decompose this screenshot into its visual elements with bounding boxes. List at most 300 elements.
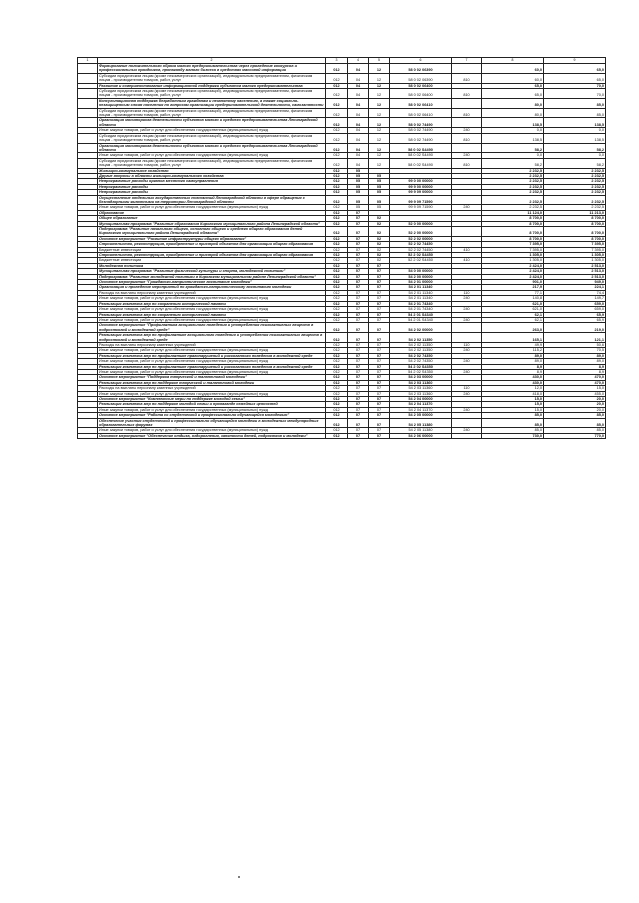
row-name: Формирование положительного образа малого предпринимательства через проведение конкурсов и профессиональных праздников, пропаганду малого бизнеса в средствах массовой информации (98, 64, 326, 74)
row-section: 07 (348, 290, 369, 295)
row-grbs: 012 (326, 64, 348, 74)
row-grbs: 012 (326, 253, 348, 258)
row-subsection: 07 (369, 391, 390, 396)
row-section: 07 (348, 397, 369, 402)
row-grbs: 012 (326, 269, 348, 274)
row-expense-type: 240 (452, 348, 482, 353)
row-subsection: 07 (369, 348, 390, 353)
row-grbs: 012 (326, 179, 348, 184)
row-section: 05 (348, 205, 369, 210)
row-sum-year-1: 80,0 (482, 108, 544, 118)
row-grbs: 012 (326, 333, 348, 343)
row-name: Подпрограмма "Развитие начального общего, основного общего и среднего общего образования детей Кировского муниципального района Ленинградской области" (98, 227, 326, 237)
row-grbs: 012 (326, 280, 348, 285)
row-section: 07 (348, 375, 369, 380)
row-section: 07 (348, 380, 369, 385)
row-grbs: 012 (326, 173, 348, 178)
row-sum-year-2: 2 513,0 (544, 274, 606, 279)
row-grbs: 012 (326, 418, 348, 428)
row-target-article: 58 0 02 S4490 (390, 158, 452, 168)
row-sum-year-2: 85,0 (544, 413, 606, 418)
row-target-article: 54 2 02 11350 (390, 333, 452, 343)
row-sum-year-1: 165,1 (482, 333, 544, 343)
row-spacer-cell (78, 158, 98, 168)
row-subsection: 07 (369, 307, 390, 312)
row-name: Непрограммные расходы (98, 190, 326, 195)
row-sum-year-1: 430,0 (482, 375, 544, 380)
row-grbs: 012 (326, 143, 348, 153)
row-sum-year-2: 85,0 (544, 108, 606, 118)
row-section: 05 (348, 184, 369, 189)
row-sum-year-2: 224,1 (544, 285, 606, 290)
row-sum-year-1: 7 395,0 (482, 242, 544, 247)
row-grbs: 012 (326, 190, 348, 195)
row-name: Муниципальная программа "Развитие образования Кировского муниципального района Ленинградской области" (98, 221, 326, 226)
row-section: 07 (348, 413, 369, 418)
row-section: 07 (348, 386, 369, 391)
table-row (78, 108, 606, 118)
row-subsection: 07 (369, 312, 390, 317)
row-section: 07 (348, 274, 369, 279)
row-expense-type (452, 118, 482, 128)
row-sum-year-2: 2 232,5 (544, 173, 606, 178)
row-sum-year-1: 85,0 (482, 413, 544, 418)
row-subsection: 05 (369, 190, 390, 195)
table-row (78, 98, 606, 108)
row-name: Реализация комплекса мер по профилактике асоциального поведения и употребления психоактивных веществ в подростковой и молодежной среде (98, 333, 326, 343)
row-sum-year-1: 65,0 (482, 89, 544, 99)
row-name: Субсидии юридическим лицам (кроме некоммерческих организаций), индивидуальным предпринимателям, физическим лицам - производителям товаров, работ, услуг (98, 73, 326, 83)
column-number: 4 (348, 58, 369, 64)
row-target-article: 54 2 02 S4350 (390, 364, 452, 369)
row-target-article: 99 0 00 00000 (390, 179, 452, 184)
row-sum-year-2: 15,0 (544, 386, 606, 391)
row-sum-year-2: 1 305,0 (544, 258, 606, 263)
row-name: Иные закупки товаров, работ и услуг для обеспечения государственных (муниципальных) нужд (98, 348, 326, 353)
row-sum-year-1: 730,0 (482, 433, 544, 438)
row-expense-type: 110 (452, 290, 482, 295)
row-subsection: 12 (369, 153, 390, 158)
row-section: 04 (348, 89, 369, 99)
row-grbs: 012 (326, 258, 348, 263)
row-subsection: 07 (369, 402, 390, 407)
row-grbs: 012 (326, 413, 348, 418)
row-subsection: 12 (369, 128, 390, 133)
row-grbs: 012 (326, 359, 348, 364)
table-row (78, 333, 606, 343)
row-sum-year-1: 89,0 (482, 359, 544, 364)
row-expense-type: 240 (452, 369, 482, 374)
budget-table (77, 57, 606, 439)
row-grbs: 012 (326, 428, 348, 433)
row-sum-year-2: 149,7 (544, 296, 606, 301)
row-sum-year-1: 8,9 (482, 369, 544, 374)
row-section: 04 (348, 64, 369, 74)
row-sum-year-2: 2 232,5 (544, 184, 606, 189)
row-sum-year-2: 455,0 (544, 391, 606, 396)
row-name: Основное мероприятие "Поддержка творческой и талантливой молодежи" (98, 375, 326, 380)
row-section: 07 (348, 402, 369, 407)
row-section: 04 (348, 118, 369, 128)
row-sum-year-1: 15,0 (482, 407, 544, 412)
row-subsection: 07 (369, 407, 390, 412)
row-sum-year-2: 470,0 (544, 380, 606, 385)
row-sum-year-2: 11 213,0 (544, 210, 606, 215)
row-section: 04 (348, 143, 369, 153)
row-target-article: 58 0 02 06400 (390, 83, 452, 88)
row-expense-type (452, 143, 482, 153)
row-sum-year-1: 60,0 (482, 73, 544, 83)
table-row (78, 418, 606, 428)
row-section: 07 (348, 210, 369, 215)
row-section: 07 (348, 312, 369, 317)
row-subsection: 07 (369, 323, 390, 333)
row-expense-type (452, 418, 482, 428)
row-name: Иные закупки товаров, работ и услуг для обеспечения государственных (муниципальных) нужд (98, 317, 326, 322)
table-row (78, 227, 606, 237)
row-sum-year-2: 20,0 (544, 407, 606, 412)
row-grbs: 012 (326, 433, 348, 438)
row-grbs: 012 (326, 317, 348, 322)
row-subsection: 07 (369, 280, 390, 285)
row-grbs: 012 (326, 375, 348, 380)
row-subsection: 07 (369, 397, 390, 402)
row-target-article: 58 0 02 06400 (390, 89, 452, 99)
row-subsection: 05 (369, 179, 390, 184)
row-target-article: 58 0 02 06410 (390, 108, 452, 118)
row-sum-year-1: 0,0 (482, 128, 544, 133)
row-section: 04 (348, 158, 369, 168)
row-subsection: 07 (369, 359, 390, 364)
row-expense-type: 410 (452, 258, 482, 263)
row-grbs: 012 (326, 216, 348, 221)
row-subsection: 02 (369, 253, 390, 258)
row-sum-year-2: 770,0 (544, 433, 606, 438)
row-subsection: 07 (369, 274, 390, 279)
row-subsection: 12 (369, 133, 390, 143)
row-sum-year-1: 263,0 (482, 323, 544, 333)
row-target-article: 54 2 01 00000 (390, 280, 452, 285)
row-subsection: 07 (369, 433, 390, 438)
row-subsection: 07 (369, 418, 390, 428)
row-subsection: 07 (369, 413, 390, 418)
row-name: Реализация комплекса мер по профилактике правонарушений и рискованного поведения в молодежной среде (98, 353, 326, 358)
row-section: 07 (348, 353, 369, 358)
row-section: 07 (348, 407, 369, 412)
row-sum-year-1: 2 232,5 (482, 168, 544, 173)
table-row (78, 64, 606, 74)
table-row (78, 323, 606, 333)
row-target-article: 58 0 02 74490 (390, 128, 452, 133)
row-sum-year-1: 2 232,5 (482, 184, 544, 189)
row-section: 04 (348, 153, 369, 158)
row-section: 07 (348, 359, 369, 364)
row-sum-year-2: 659,0 (544, 307, 606, 312)
row-expense-type: 110 (452, 342, 482, 347)
row-grbs: 012 (326, 184, 348, 189)
row-grbs: 012 (326, 263, 348, 268)
row-expense-type (452, 433, 482, 438)
row-subsection: 02 (369, 247, 390, 252)
row-sum-year-1: 430,0 (482, 380, 544, 385)
row-spacer-cell (78, 323, 98, 333)
row-expense-type: 240 (452, 296, 482, 301)
row-target-article: 54 2 01 11340 (390, 285, 452, 290)
row-expense-type: 240 (452, 407, 482, 412)
row-section: 07 (348, 391, 369, 396)
row-sum-year-2: 8 700,0 (544, 216, 606, 221)
row-grbs: 012 (326, 290, 348, 295)
row-section: 07 (348, 364, 369, 369)
row-section: 07 (348, 333, 369, 343)
row-expense-type: 810 (452, 89, 482, 99)
row-grbs: 012 (326, 83, 348, 88)
row-name: Иные закупки товаров, работ и услуг для обеспечения государственных (муниципальных) нужд (98, 391, 326, 396)
row-section: 07 (348, 348, 369, 353)
row-subsection: 05 (369, 184, 390, 189)
row-sum-year-1: 621,0 (482, 307, 544, 312)
row-expense-type: 240 (452, 307, 482, 312)
row-name: Консультационная поддержка безработным гражданам и незанятому населению, а также социально-незащищенным слоям населения по вопросам организации предпринимательской деятельности, самозанятости (98, 98, 326, 108)
row-section: 04 (348, 133, 369, 143)
row-sum-year-2: 20,0 (544, 397, 606, 402)
row-name: Реализация комплекса мер по поддержке творческой и талантливой молодежи (98, 380, 326, 385)
row-grbs: 012 (326, 210, 348, 215)
row-section: 07 (348, 342, 369, 347)
row-subsection: 07 (369, 290, 390, 295)
row-subsection: 07 (369, 428, 390, 433)
row-target-article: 54 2 03 11360 (390, 386, 452, 391)
row-expense-type (452, 195, 482, 205)
row-sum-year-2: 8 700,0 (544, 236, 606, 241)
row-name: Обеспечение участия студенческой и профессионально обучающейся молодежи в молодежных международных образовательных форумах (98, 418, 326, 428)
row-expense-type (452, 64, 482, 74)
row-name: Расходы на выплаты персоналу казенных учреждений (98, 290, 326, 295)
row-target-article: 52 2 02 00000 (390, 236, 452, 241)
row-subsection: 12 (369, 73, 390, 83)
row-grbs: 012 (326, 242, 348, 247)
row-grbs: 012 (326, 118, 348, 128)
row-target-article: 58 0 02 06390 (390, 64, 452, 74)
row-subsection: 02 (369, 242, 390, 247)
row-expense-type: 240 (452, 391, 482, 396)
row-name: Субсидии юридическим лицам (кроме некоммерческих организаций), индивидуальным предпринимателям, физическим лицам - производителям товаров, работ, услуг (98, 89, 326, 99)
row-subsection: 07 (369, 317, 390, 322)
row-sum-year-2: 70,5 (544, 348, 606, 353)
row-sum-year-2: 8,9 (544, 369, 606, 374)
row-subsection: 07 (369, 269, 390, 274)
row-target-article: 52 2 02 S4450 (390, 258, 452, 263)
row-section: 07 (348, 418, 369, 428)
row-grbs: 012 (326, 274, 348, 279)
row-expense-type (452, 227, 482, 237)
row-grbs: 012 (326, 391, 348, 396)
row-target-article: 54 2 00 00000 (390, 274, 452, 279)
row-target-article: 52 2 02 74450 (390, 247, 452, 252)
row-grbs: 012 (326, 133, 348, 143)
row-subsection: 07 (369, 375, 390, 380)
row-name: Иные закупки товаров, работ и услуг для обеспечения государственных (муниципальных) нужд (98, 205, 326, 210)
row-spacer-cell (78, 64, 98, 74)
row-name: Иные закупки товаров, работ и услуг для обеспечения государственных (муниципальных) нужд (98, 428, 326, 433)
row-sum-year-1: 15,0 (482, 397, 544, 402)
row-grbs: 012 (326, 89, 348, 99)
row-subsection: 12 (369, 64, 390, 74)
row-grbs: 012 (326, 285, 348, 290)
row-spacer-cell (78, 89, 98, 99)
row-name: Строительство, реконструкция, приобретение и пристрой объектов для организации общего образования (98, 253, 326, 258)
row-target-article: 58 0 02 S4490 (390, 153, 452, 158)
row-name: Расходы на выплаты персоналу казенных учреждений (98, 342, 326, 347)
row-name: Иные закупки товаров, работ и услуг для обеспечения государственных (муниципальных) нужд (98, 369, 326, 374)
row-name: Реализация комплекса мер по поддержке молодой семьи и пропаганде семейных ценностей (98, 402, 326, 407)
row-spacer-cell (78, 108, 98, 118)
row-section: 07 (348, 307, 369, 312)
row-subsection: 07 (369, 342, 390, 347)
row-spacer-cell (78, 333, 98, 343)
row-sum-year-2: 74,4 (544, 290, 606, 295)
row-section: 07 (348, 263, 369, 268)
row-grbs: 012 (326, 323, 348, 333)
table-row (78, 195, 606, 205)
row-sum-year-1: 1 305,0 (482, 258, 544, 263)
row-name: Расходы на выплаты персоналу казенных учреждений (98, 386, 326, 391)
row-section: 07 (348, 253, 369, 258)
row-spacer-cell (78, 418, 98, 428)
row-target-article: 58 0 02 74490 (390, 133, 452, 143)
row-grbs: 012 (326, 247, 348, 252)
row-sum-year-1: 115,2 (482, 348, 544, 353)
row-sum-year-1: 89,0 (482, 353, 544, 358)
row-target-article: 54 2 03 11360 (390, 391, 452, 396)
row-sum-year-2: 70,0 (544, 83, 606, 88)
row-subsection: 07 (369, 380, 390, 385)
row-name: Иные закупки товаров, работ и услуг для обеспечения государственных (муниципальных) нужд (98, 153, 326, 158)
row-sum-year-2: 0,0 (544, 128, 606, 133)
row-sum-year-1: 2 232,5 (482, 195, 544, 205)
row-subsection: 07 (369, 333, 390, 343)
row-name: Непрограммные расходы (98, 184, 326, 189)
row-grbs: 012 (326, 407, 348, 412)
row-sum-year-2: 85,0 (544, 98, 606, 108)
row-target-article: 54 2 02 11350 (390, 342, 452, 347)
row-sum-year-1: 901,0 (482, 280, 544, 285)
row-subsection: 07 (369, 263, 390, 268)
row-grbs: 012 (326, 402, 348, 407)
row-sum-year-2: 65,0 (544, 64, 606, 74)
row-section: 04 (348, 73, 369, 83)
row-name: Другие вопросы в области жилищно-коммунального хозяйства (98, 173, 326, 178)
row-name: Подпрограмма "Развитие молодежной политики в Кировском муниципальном районе Ленинградской области" (98, 274, 326, 279)
row-grbs: 012 (326, 221, 348, 226)
row-section: 05 (348, 168, 369, 173)
row-target-article: 52 0 00 00000 (390, 221, 452, 226)
row-section: 07 (348, 301, 369, 306)
row-section: 05 (348, 190, 369, 195)
row-section: 07 (348, 221, 369, 226)
table-row (78, 133, 606, 143)
row-subsection: 12 (369, 158, 390, 168)
budget-table-body (78, 58, 606, 439)
row-target-article: 54 2 03 00000 (390, 375, 452, 380)
row-name: Основное мероприятие "Работа со студенческой и профессионально обучающейся молодежью" (98, 413, 326, 418)
row-section: 05 (348, 195, 369, 205)
row-sum-year-2: 138,5 (544, 118, 606, 128)
row-section: 07 (348, 247, 369, 252)
row-target-article: 54 2 06 00000 (390, 433, 452, 438)
row-name: Иные закупки товаров, работ и услуг для обеспечения государственных (муниципальных) нужд (98, 359, 326, 364)
row-name: Реализация комплекса мер по сохранению исторической памяти (98, 312, 326, 317)
row-target-article: 58 0 02 74490 (390, 118, 452, 128)
row-sum-year-2: 85,0 (544, 428, 606, 433)
column-number: 6 (390, 58, 452, 64)
row-sum-year-1: 2 232,5 (482, 173, 544, 178)
row-sum-year-1: 8,9 (482, 364, 544, 369)
row-name: Образование (98, 210, 326, 215)
row-subsection: 12 (369, 83, 390, 88)
row-grbs: 012 (326, 195, 348, 205)
row-section: 07 (348, 323, 369, 333)
row-expense-type: 240 (452, 359, 482, 364)
row-sum-year-1: 0,0 (482, 153, 544, 158)
row-target-article: 58 0 02 06390 (390, 73, 452, 83)
row-sum-year-2: 70,0 (544, 89, 606, 99)
row-sum-year-1: 138,5 (482, 118, 544, 128)
row-subsection: 02 (369, 227, 390, 237)
row-subsection: 02 (369, 216, 390, 221)
column-number: 2 (98, 58, 326, 64)
row-grbs: 012 (326, 296, 348, 301)
row-sum-year-1: 62,1 (482, 312, 544, 317)
row-grbs: 012 (326, 236, 348, 241)
row-section: 07 (348, 317, 369, 322)
row-grbs: 012 (326, 348, 348, 353)
table-row (78, 158, 606, 168)
row-target-article: 52 2 00 00000 (390, 227, 452, 237)
column-number: 8 (482, 58, 544, 64)
row-sum-year-2: 2 232,5 (544, 205, 606, 210)
row-sum-year-1: 12,0 (482, 386, 544, 391)
row-expense-type: 240 (452, 205, 482, 210)
column-number: 3 (326, 58, 348, 64)
row-grbs: 012 (326, 128, 348, 133)
row-name: Строительство, реконструкция, приобретение и пристрой объектов для организации общего образования (98, 242, 326, 247)
row-sum-year-2: 85,0 (544, 418, 606, 428)
row-grbs: 012 (326, 168, 348, 173)
row-name: Субсидии юридическим лицам (кроме некоммерческих организаций), индивидуальным предпринимателям, физическим лицам - производителям товаров, работ, услуг (98, 108, 326, 118)
row-subsection: 07 (369, 301, 390, 306)
row-sum-year-2: 65,9 (544, 317, 606, 322)
row-spacer-cell (78, 118, 98, 128)
row-spacer-cell (78, 98, 98, 108)
row-sum-year-1: 11 124,0 (482, 210, 544, 215)
row-sum-year-1: 62,1 (482, 317, 544, 322)
row-name: Бюджетные инвестиции (98, 258, 326, 263)
row-expense-type: 810 (452, 133, 482, 143)
row-sum-year-2: 2 232,5 (544, 195, 606, 205)
row-subsection: 12 (369, 118, 390, 128)
row-sum-year-1: 58,2 (482, 158, 544, 168)
row-sum-year-2: 0,0 (544, 153, 606, 158)
row-target-article: 54 2 02 74350 (390, 359, 452, 364)
row-expense-type (452, 323, 482, 333)
row-subsection: 07 (369, 285, 390, 290)
row-subsection: 07 (369, 296, 390, 301)
row-sum-year-1: 85,0 (482, 428, 544, 433)
row-name: Основное мероприятие "Профилактика асоциального поведения и употребления психоактивных веществ в подростковой и молодежной среде" (98, 323, 326, 333)
row-target-article: 54 2 04 11370 (390, 402, 452, 407)
row-sum-year-2: 2 513,0 (544, 263, 606, 268)
